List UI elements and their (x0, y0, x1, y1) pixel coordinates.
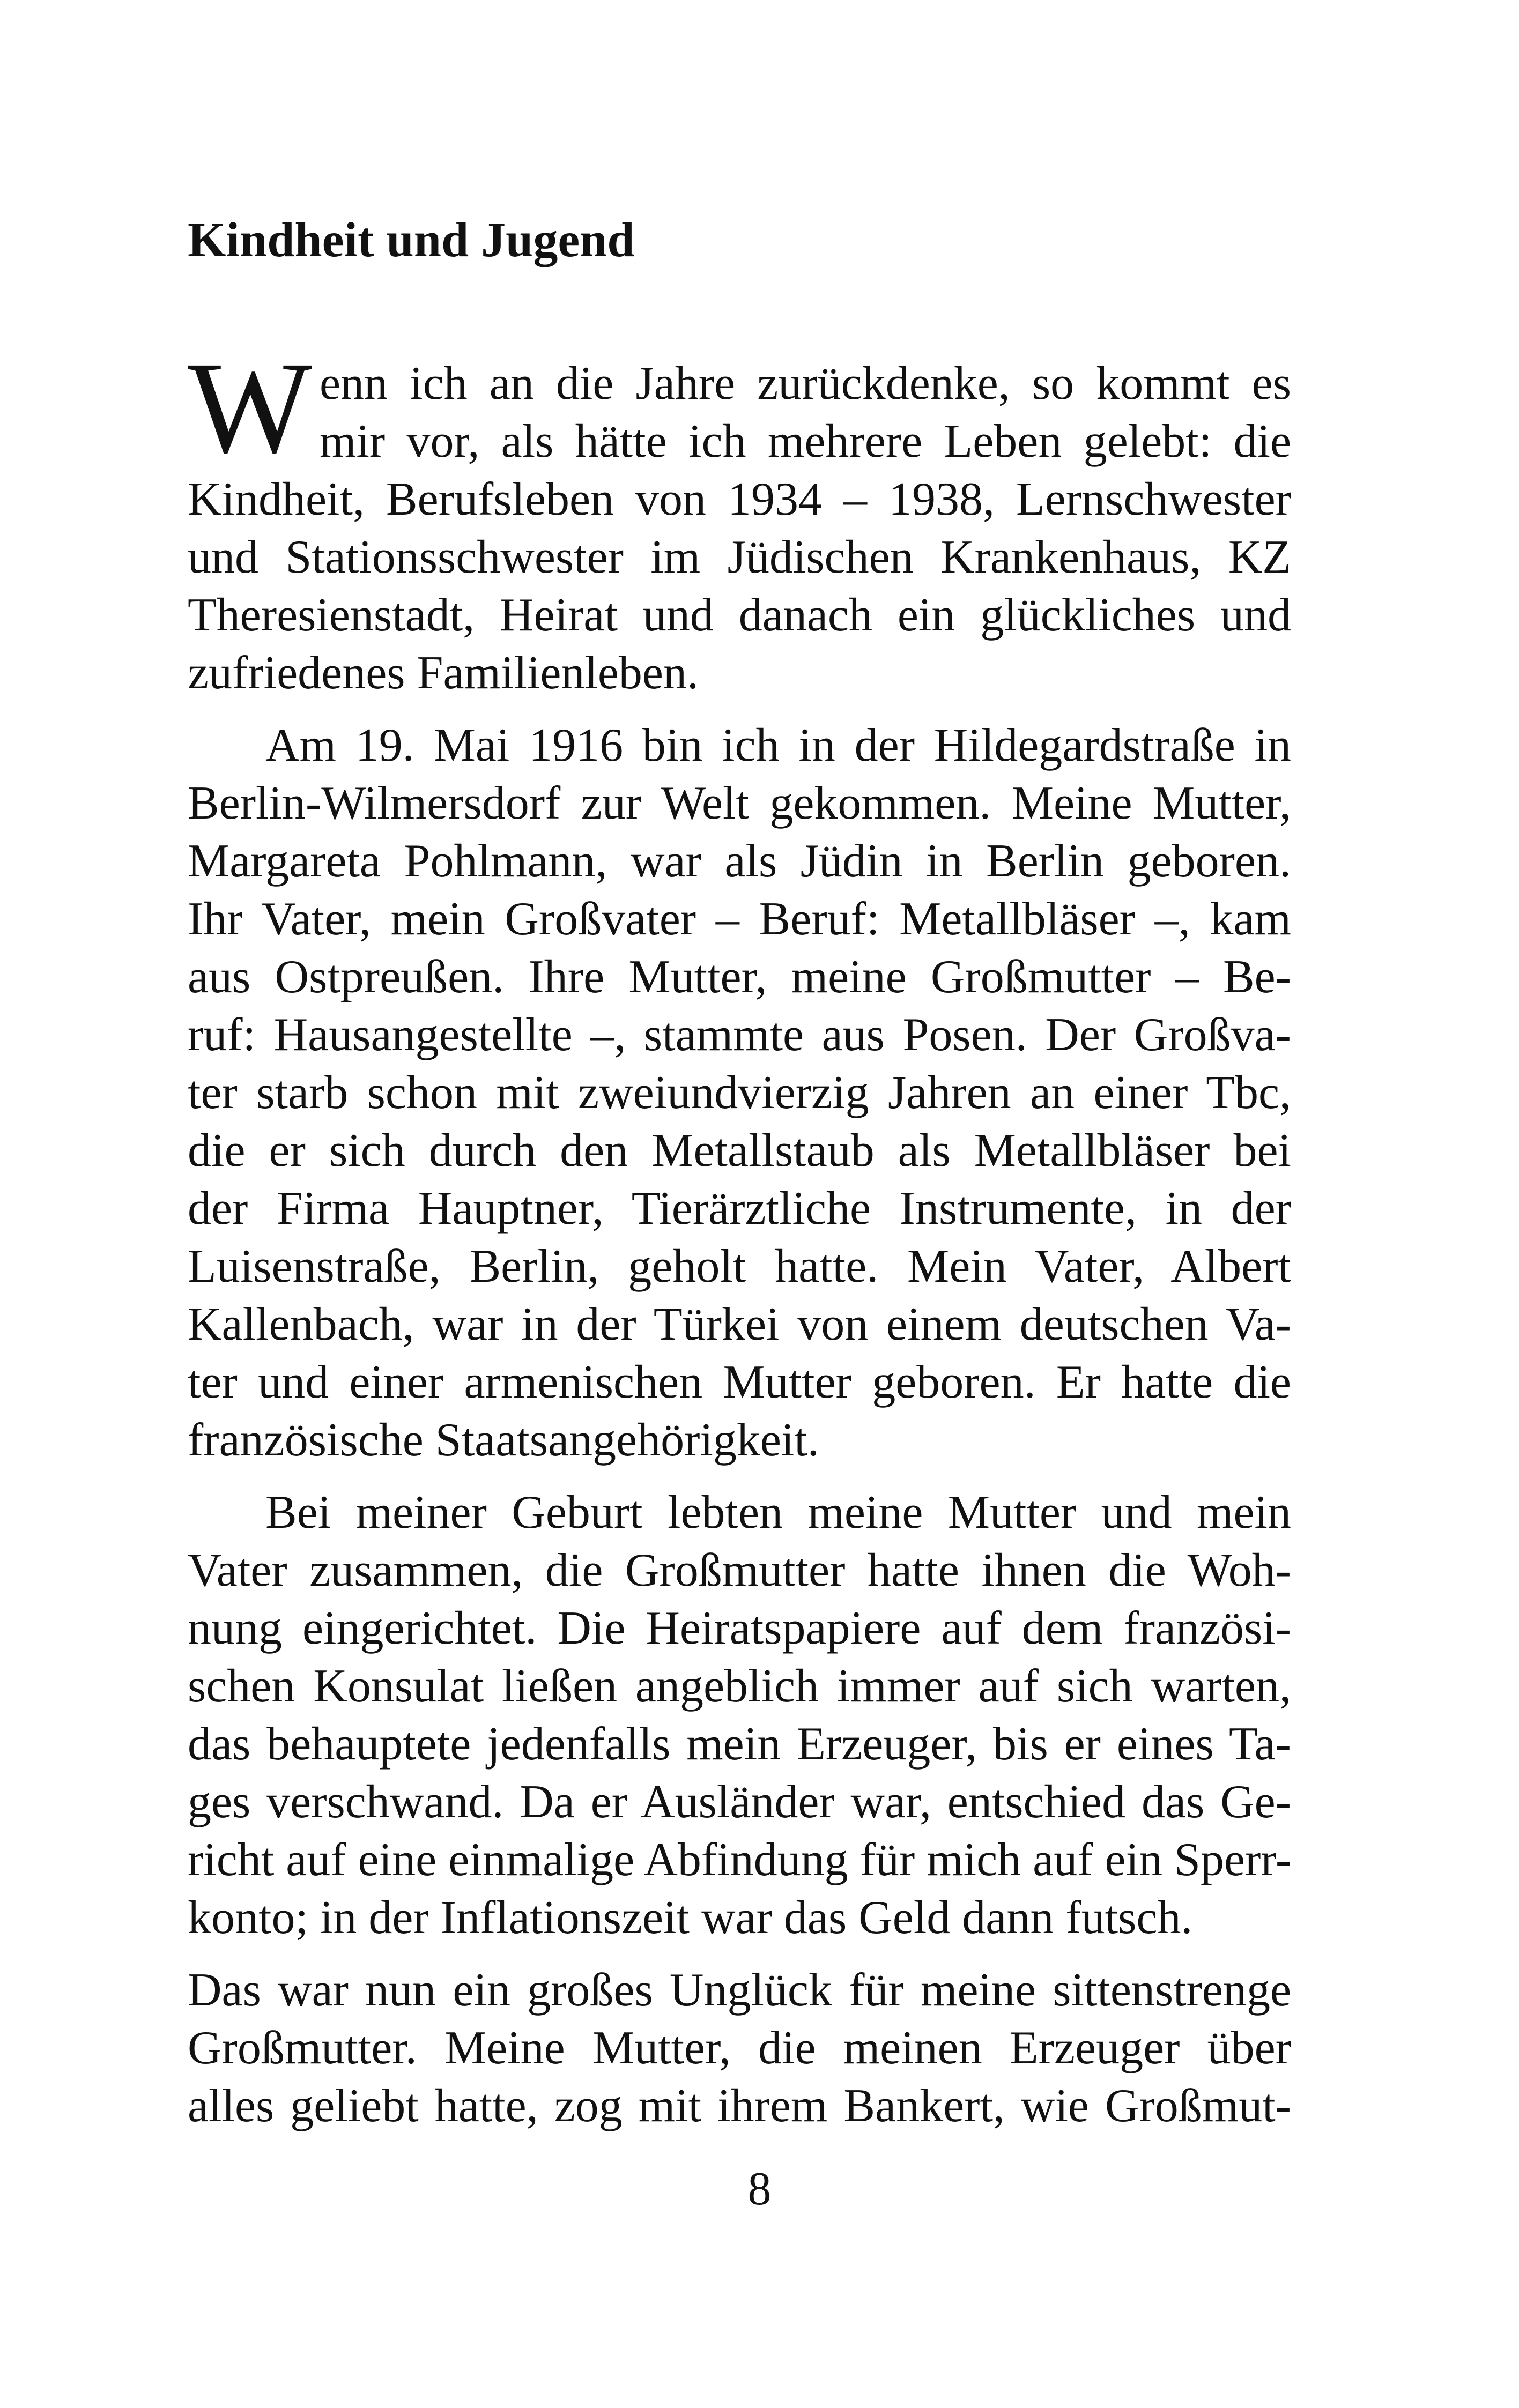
text-line: konto; in der Inflationszeit war das Geld dann futsch. (188, 1892, 1193, 1944)
text-line: aus Ostpreußen. Ihre Mutter, meine Großmutter – Be- (188, 951, 1291, 1003)
text-line: ruf: Hausangestellte –, stammte aus Posen. Der Großva- (188, 1009, 1291, 1061)
text-line: ter und einer armenischen Mutter geboren. Er hatte die (188, 1356, 1291, 1408)
text-line: Luisenstraße, Berlin, geholt hatte. Mein Vater, Albert (188, 1240, 1291, 1292)
text-line: zufriedenes Familienleben. (188, 647, 699, 699)
text-line: Ihr Vater, mein Großvater – Beruf: Metallbläser –, kam (188, 893, 1291, 945)
text-line: mir vor, als hätte ich mehrere Leben gelebt: die (320, 415, 1291, 467)
text-line: schen Konsulat ließen angeblich immer auf sich warten, (188, 1660, 1291, 1712)
chapter-heading: Kindheit und Jugend (188, 212, 635, 267)
text-line: französische Staatsangehörigkeit. (188, 1414, 819, 1466)
text-line: Bei meiner Geburt lebten meine Mutter und mein (265, 1487, 1291, 1539)
text-line: Am 19. Mai 1916 bin ich in der Hildegardstraße in (265, 719, 1291, 771)
text-line: ter starb schon mit zweiundvierzig Jahren an einer Tbc, (188, 1067, 1291, 1119)
text-line: Vater zusammen, die Großmutter hatte ihnen die Woh- (188, 1544, 1291, 1596)
text-line: nung eingerichtet. Die Heiratspapiere auf dem französi- (188, 1602, 1291, 1654)
text-line: Berlin-Wilmersdorf zur Welt gekommen. Meine Mutter, (188, 777, 1291, 829)
text-line: Das war nun ein großes Unglück für meine sittenstrenge (188, 1964, 1291, 2016)
drop-cap: W (188, 335, 313, 481)
text-line: das behauptete jedenfalls mein Erzeuger, bis er eines Ta- (188, 1718, 1291, 1770)
text-line: und Stationsschwester im Jüdischen Krankenhaus, KZ (188, 531, 1291, 583)
text-line: Kindheit, Berufsleben von 1934 – 1938, Lernschwester (188, 473, 1291, 525)
text-line: Theresienstadt, Heirat und danach ein glückliches und (188, 589, 1291, 641)
text-line: der Firma Hauptner, Tierärztliche Instrumente, in der (188, 1183, 1291, 1235)
text-line: richt auf eine einmalige Abfindung für mich auf ein Sperr- (188, 1834, 1292, 1886)
text-line: Kallenbach, war in der Türkei von einem deutschen Va- (188, 1298, 1291, 1350)
text-line: Großmutter. Meine Mutter, die meinen Erzeuger über (188, 2022, 1291, 2074)
page-number: 8 (747, 2163, 772, 2215)
text-line: Margareta Pohlmann, war als Jüdin in Berlin geboren. (188, 835, 1291, 887)
text-line: ges verschwand. Da er Ausländer war, entschied das Ge- (188, 1776, 1291, 1828)
text-line: enn ich an die Jahre zurückdenke, so kommt es (320, 358, 1291, 410)
text-line: alles geliebt hatte, zog mit ihrem Bankert, wie Großmut- (188, 2080, 1291, 2132)
text-line: die er sich durch den Metallstaub als Metallbläser bei (188, 1125, 1291, 1177)
